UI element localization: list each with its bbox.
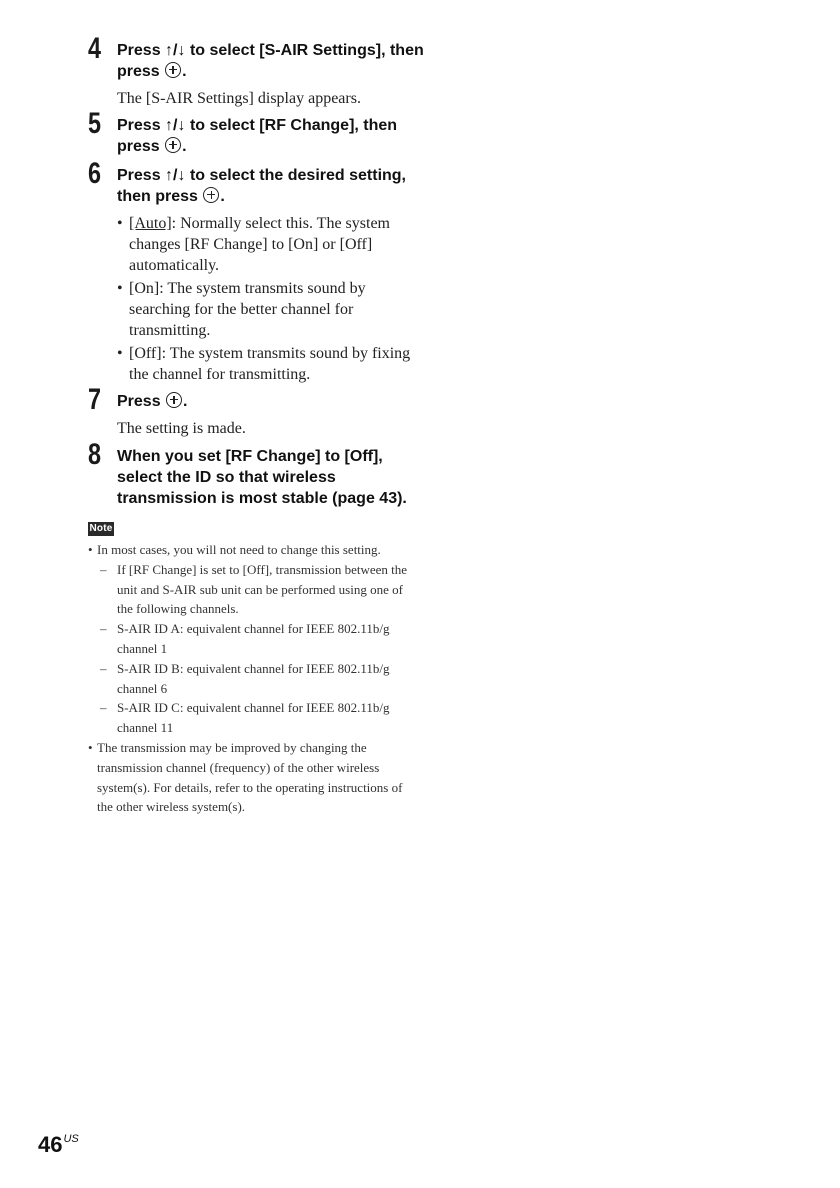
step-result: The setting is made. [117,420,246,437]
list-item: • [On]: The system transmits sound by searching for the better channel for transmitting. [117,278,428,341]
step-number: 7 [88,383,102,416]
step-heading: When you set [RF Change] to [Off], select the ID so that wireless transmission is most stable (page 43). [117,448,407,507]
enter-button-icon [166,392,182,408]
step-heading: Press ↑/↓ to select the desired setting, then press . [117,167,406,205]
step-6 [88,157,428,387]
note-badge: Note [89,523,113,534]
note-item: • The transmission may be improved by changing the transmission channel (frequency) of the other wireless system(s). For details, refer to the operating instructions of the other wireless system(s). [88,738,418,817]
step-heading: Press . [117,393,188,410]
setting-options [117,213,428,385]
step-number: 5 [88,107,102,140]
up-down-arrows-icon: ↑/↓ [165,167,186,184]
step-8 [88,438,428,509]
note-subitem: – S-AIR ID B: equivalent channel for IEEE 802.11b/g channel 6 [97,659,418,699]
step-heading: Press ↑/↓ to select [RF Change], then press . [117,117,398,155]
note-subitem: – S-AIR ID A: equivalent channel for IEEE 802.11b/g channel 1 [97,619,418,659]
enter-button-icon [165,137,181,153]
step-number: 4 [88,32,102,65]
step-heading: Press ↑/↓ to select [S-AIR Settings], then press . [117,42,424,80]
page-number: $46^{US}$ [38,1132,79,1157]
enter-button-icon [165,62,181,78]
list-item: • [Off]: The system transmits sound by fixing the channel for transmitting. [117,343,428,385]
note-item: • In most cases, you will not need to change this setting. [88,540,418,560]
step-result: The [S-AIR Settings] display appears. [117,90,361,107]
note-subitem: – If [RF Change] is set to [Off], transmission between the unit and S-AIR sub unit can be performed using one of the following channels. [97,560,418,619]
enter-button-icon [203,187,219,203]
step-5 [88,107,428,157]
note-subitem: – S-AIR ID C: equivalent channel for IEEE 802.11b/g channel 11 [97,698,418,738]
step-number: 6 [88,157,102,190]
note-section [88,540,418,817]
step-number: 8 [88,438,102,471]
up-down-arrows-icon: ↑/↓ [165,42,186,59]
up-down-arrows-icon: ↑/↓ [165,117,186,134]
step-7 [88,383,428,439]
step-4 [88,32,428,109]
list-item: • [Auto]: Normally select this. The system changes [RF Change] to [On] or [Off] automatically. [117,213,428,276]
